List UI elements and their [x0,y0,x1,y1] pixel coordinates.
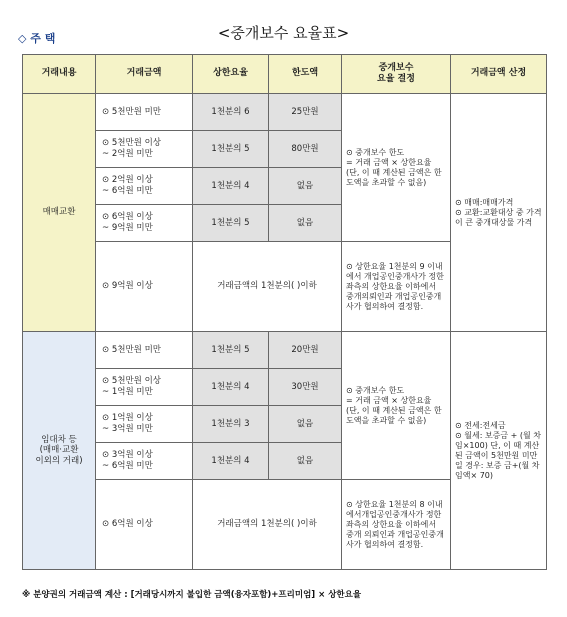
cap-cell: 30만원 [269,369,342,406]
rate-cell: 1천분의 6 [193,94,269,131]
page-title: <중개보수 요율표> [217,24,350,42]
table-row [23,332,547,369]
amount-cell: ⊙ 2억원 이상 ~ 6억원 미만 [96,168,193,205]
rate-cell: 거래금액의 1천분의( )이하 [193,480,342,570]
cap-cell: 없음 [269,406,342,443]
cap-cell: 없음 [269,443,342,480]
header-calc: 거래금액 산정 [451,55,547,94]
header-decision: 중개보수 요율 결정 [342,55,451,94]
table-header-row [23,55,547,94]
deal-type-lease: 임대차 등 (매매·교환 이외의 거래) [23,332,96,570]
rate-cell: 1천분의 4 [193,369,269,406]
calc-note: ⊙ 매매:매매가격 ⊙ 교환:교환대상 중 가격이 큰 중개대상물 가격 [451,94,547,332]
rate-cell: 1천분의 3 [193,406,269,443]
table-row [23,94,547,131]
amount-cell: ⊙ 5천만원 이상 ~ 1억원 미만 [96,369,193,406]
cap-cell: 없음 [269,205,342,242]
rate-cell: 거래금액의 1천분의( )이하 [193,242,342,332]
cap-cell: 25만원 [269,94,342,131]
fee-table [22,54,547,570]
amount-cell: ⊙ 5천만원 미만 [96,94,193,131]
deal-type-sale: 매매교환 [23,94,96,332]
decision-note: ⊙ 상한요율 1천분의 8 이내에서개업공인중개사가 정한 좌측의 상한요율 이하에서 중개 의뢰인과 개업공인중개사가 협의하여 결정함. [342,480,451,570]
header-amount: 거래금액 [96,55,193,94]
amount-cell: ⊙ 6억원 이상 [96,480,193,570]
amount-cell: ⊙ 3억원 이상 ~ 6억원 미만 [96,443,193,480]
cap-cell: 80만원 [269,131,342,168]
rate-cell: 1천분의 4 [193,168,269,205]
rate-cell: 1천분의 5 [193,332,269,369]
cap-cell: 20만원 [269,332,342,369]
rate-cell: 1천분의 5 [193,205,269,242]
decision-note: ⊙ 중개보수 한도 = 거래 금액 × 상한요율 (단, 이 때 계산된 금액은 한도액을 초과할 수 없음) [342,332,451,480]
amount-cell: ⊙ 9억원 이상 [96,242,193,332]
rate-cell: 1천분의 4 [193,443,269,480]
decision-note: ⊙ 상한요율 1천분의 9 이내에서 개업공인중개사가 정한 좌측의 상한요율 이하에서 중개의뢰인과 개업공인중개사가 협의하여 결정함. [342,242,451,332]
header-cap: 한도액 [269,55,342,94]
header-deal-type: 거래내용 [23,55,96,94]
section-label: ◇ 주 택 [18,32,56,45]
amount-cell: ⊙ 1억원 이상 ~ 3억원 미만 [96,406,193,443]
amount-cell: ⊙ 5천만원 미만 [96,332,193,369]
footnote: ※ 분양권의 거래금액 계산 : [거래당시까지 불입한 금액(융자포함)+프리미엄] × 상한요율 [22,590,362,600]
amount-cell: ⊙ 6억원 이상 ~ 9억원 미만 [96,205,193,242]
header-rate: 상한요율 [193,55,269,94]
calc-note: ⊙ 전세:전세금 ⊙ 월세: 보증금 + (월 차임×100) 단, 이 때 계산된 금액이 5천만원 미만일 경우: 보증 금+(월 차임액× 70) [451,332,547,570]
cap-cell: 없음 [269,168,342,205]
amount-cell: ⊙ 5천만원 이상 ~ 2억원 미만 [96,131,193,168]
decision-note: ⊙ 중개보수 한도 = 거래 금액 × 상한요율 (단, 이 때 계산된 금액은 한도액을 초과할 수 없음) [342,94,451,242]
rate-cell: 1천분의 5 [193,131,269,168]
